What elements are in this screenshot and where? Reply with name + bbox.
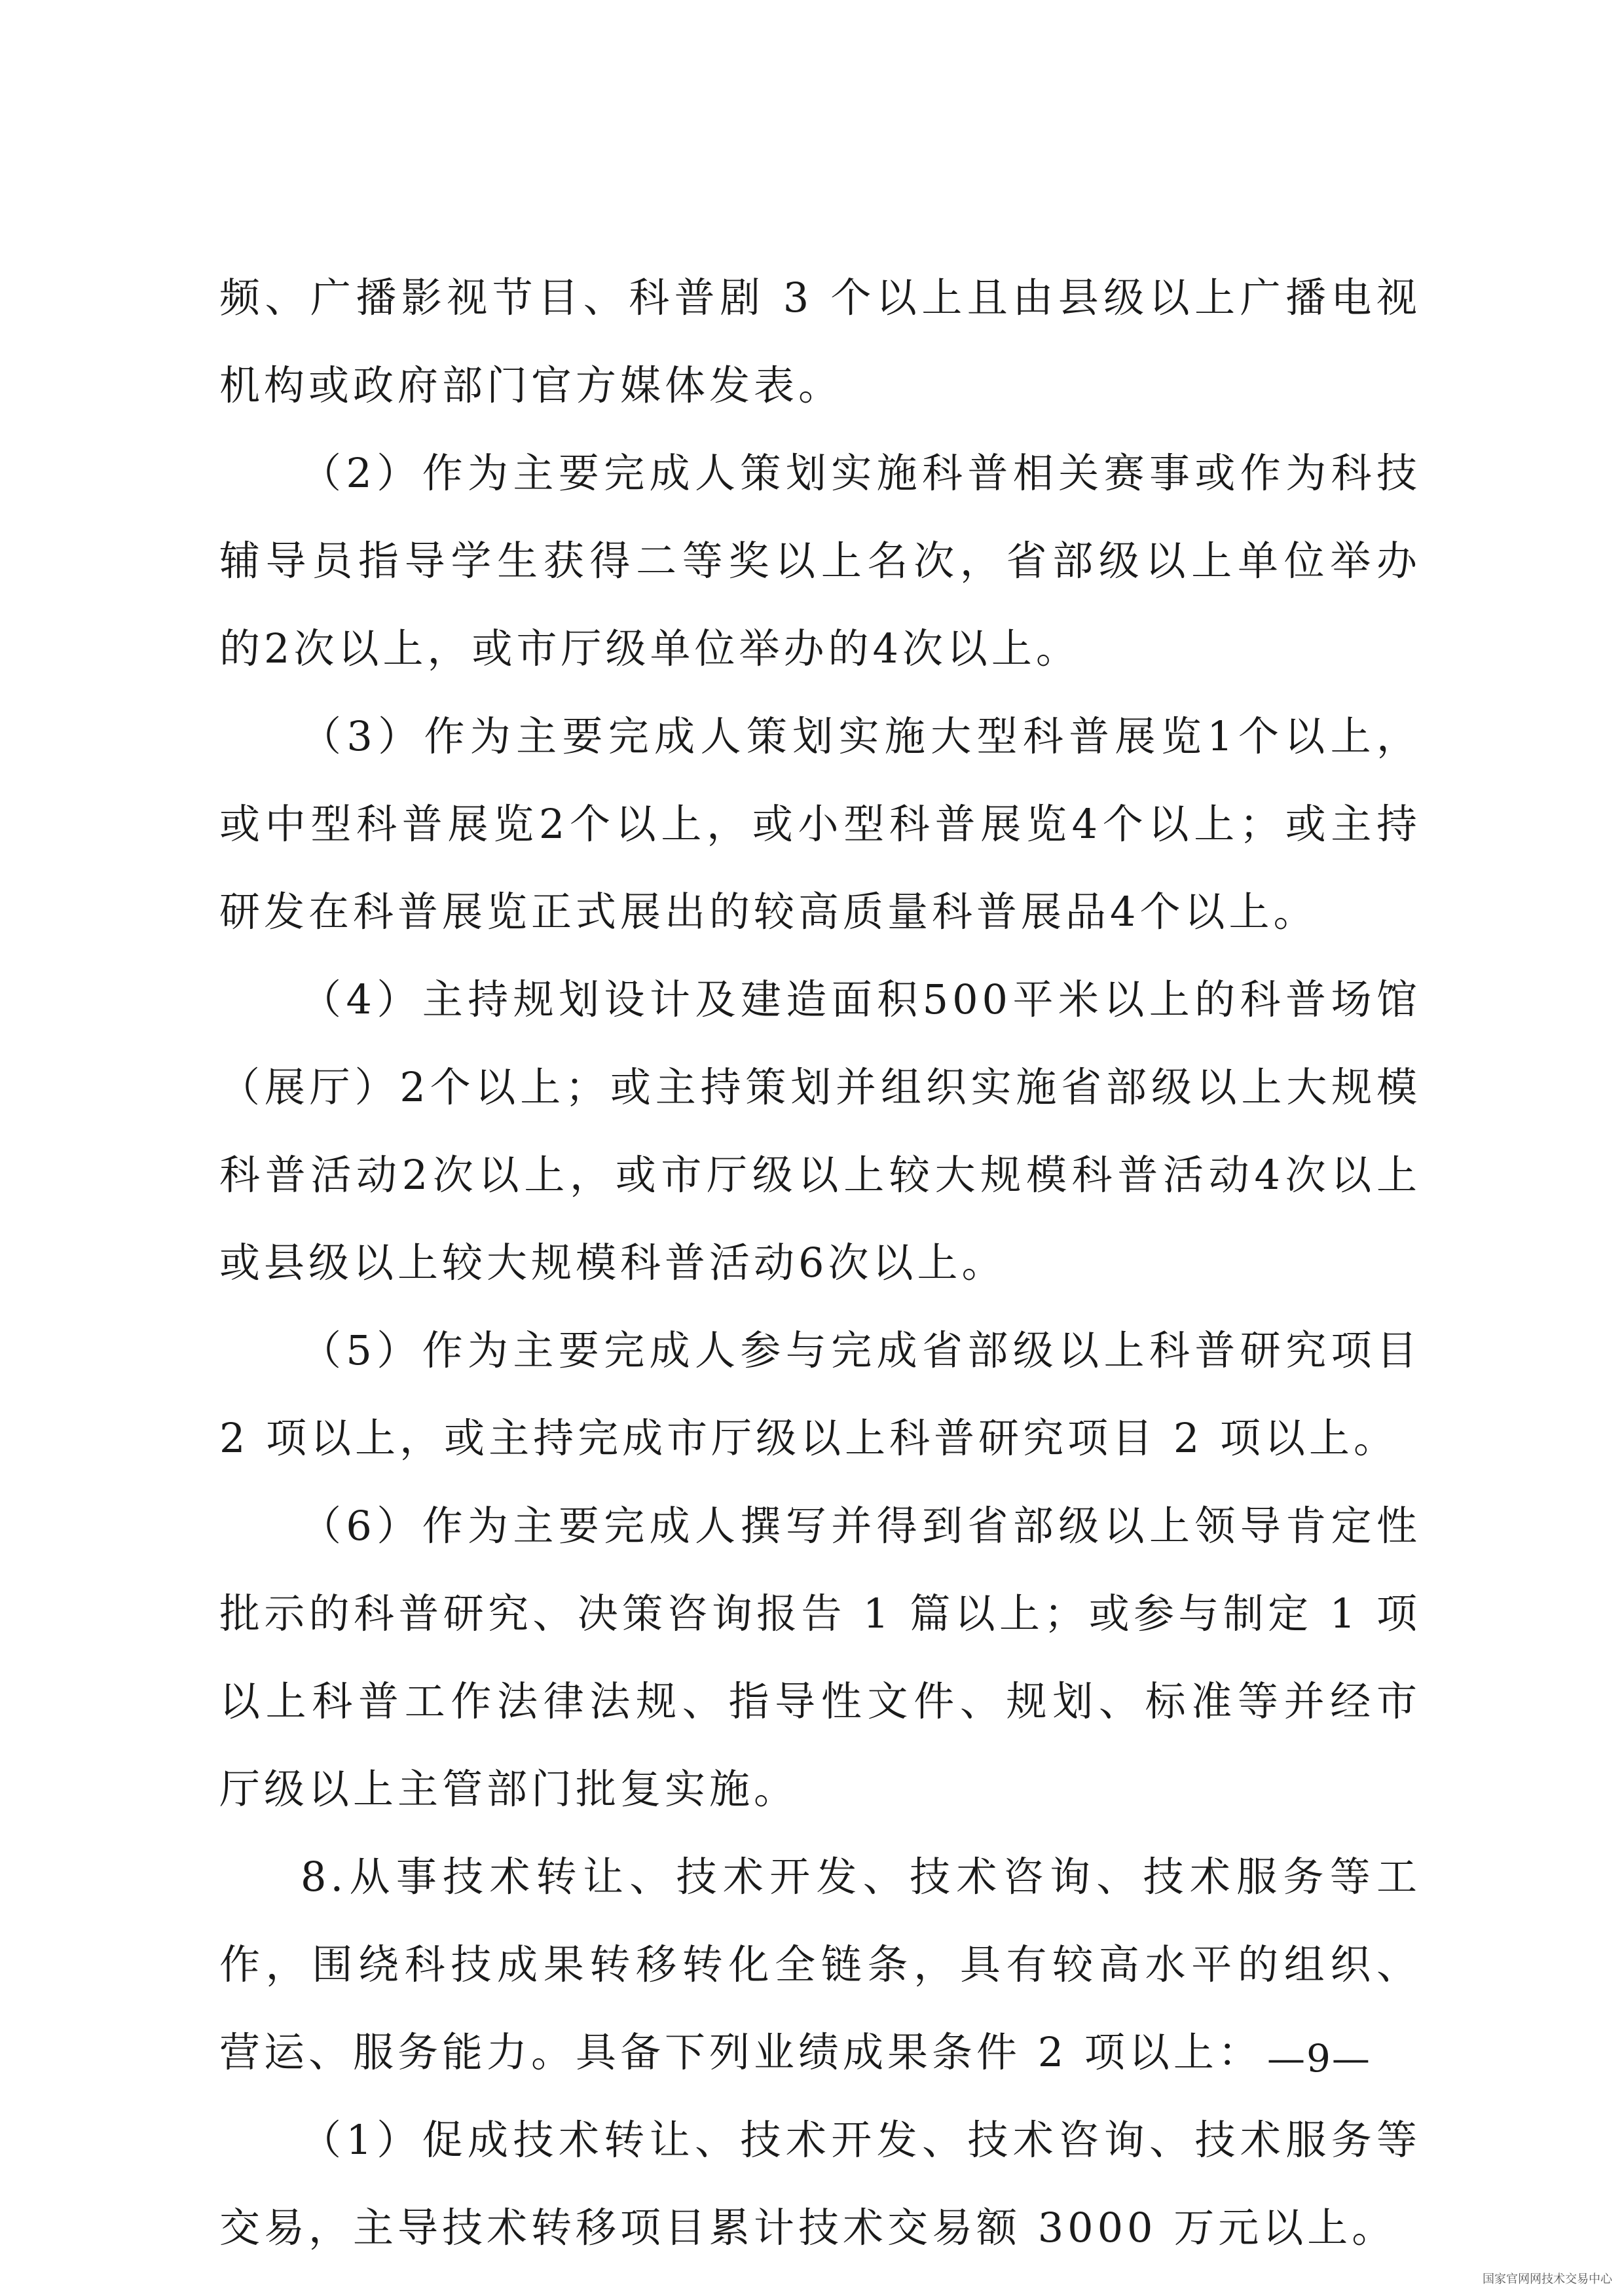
paragraph-4: （4）主持规划设计及建造面积500平米以上的科普场馆（展厅）2个以上；或主持策划并组织实施省部级以上大规模科普活动2次以上，或市厅级以上较大规模科普活动4次以上或县级以上较大规模科普活动6次以上。 [219, 975, 1421, 1286]
paragraph-6: （6）作为主要完成人撰写并得到省部级以上领导肯定性批示的科普研究、决策咨询报告 1 篇以上；或参与制定 1 项以上科普工作法律法规、指导性文件、规划、标准等并经市厅级以上主管部门批复实施。 [219, 1502, 1421, 1813]
paragraph-2: （2）作为主要完成人策划实施科普相关赛事或作为科技辅导员指导学生获得二等奖以上名次，省部级以上单位举办的2次以上，或市厅级单位举办的4次以上。 [219, 449, 1421, 672]
watermark: 国家官网网技术交易中心 [1483, 2272, 1612, 2286]
paragraph-7: 8.从事技术转让、技术开发、技术咨询、技术服务等工作，围绕科技成果转移转化全链条，具有较高水平的组织、营运、服务能力。具备下列业绩成果条件 2 项以上： [219, 1853, 1421, 2076]
paragraph-8: （1）促成技术转让、技术开发、技术咨询、技术服务等交易，主导技术转移项目累计技术交易额 3000 万元以上。 [219, 2116, 1421, 2251]
page-number: —9— [1267, 2036, 1371, 2081]
body-text [219, 254, 1421, 2272]
paragraph-1: 频、广播影视节目、科普剧 3 个以上且由县级以上广播电视机构或政府部门官方媒体发表。 [219, 274, 1421, 409]
paragraph-5: （5）作为主要完成人参与完成省部级以上科普研究项目 2 项以上，或主持完成市厅级以上科普研究项目 2 项以上。 [219, 1326, 1421, 1462]
paragraph-3: （3）作为主要完成人策划实施大型科普展览1个以上，或中型科普展览2个以上，或小型科普展览4个以上；或主持研发在科普展览正式展出的较高质量科普展品4个以上。 [219, 712, 1421, 936]
